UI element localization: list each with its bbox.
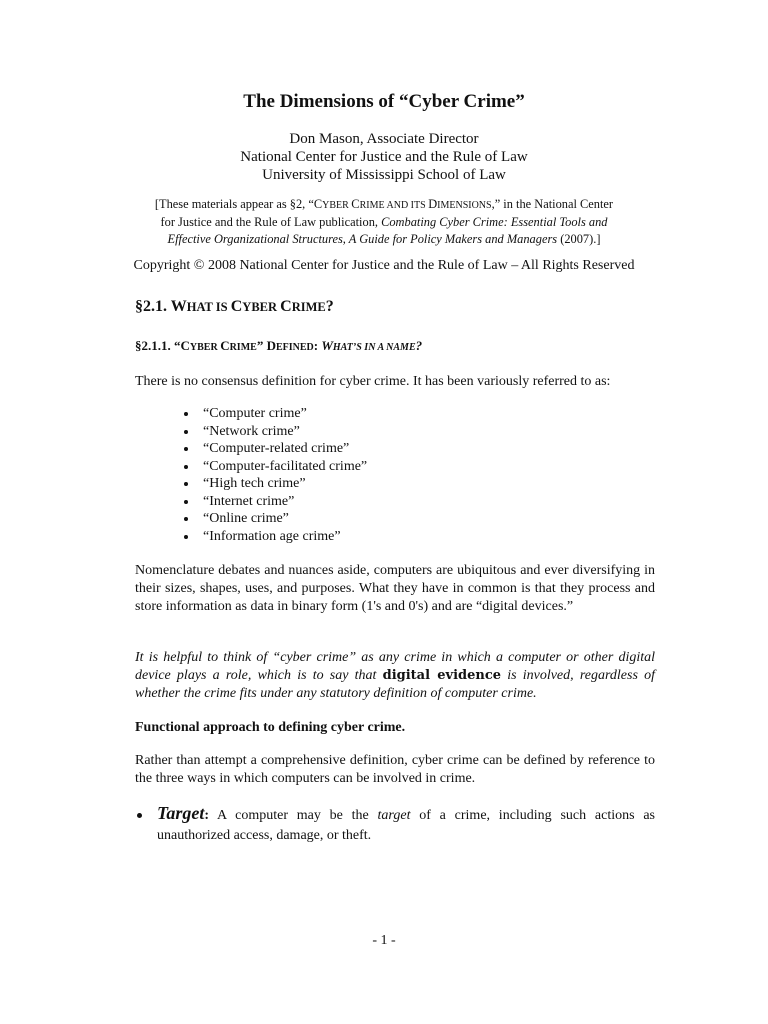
- heading-text: YBER: [242, 300, 281, 314]
- terms-list: [183, 405, 367, 545]
- paragraph-text: is involved, regardless of whether the crime fits under any statutory definition of computer crime.: [135, 668, 655, 701]
- list-item: “Network crime”: [183, 423, 367, 441]
- heading-text: HAT IS: [186, 300, 231, 314]
- heading-text: C: [220, 338, 230, 353]
- note-text: IMENSIONS: [437, 200, 492, 211]
- target-text: [157, 803, 655, 846]
- list-item: “Online crime”: [183, 510, 367, 528]
- heading-text: RIME: [291, 300, 326, 314]
- heading-text: C: [230, 298, 243, 315]
- heading-text: EFINED: [275, 342, 314, 353]
- list-item: “Computer crime”: [183, 405, 367, 423]
- heading-text: C: [180, 338, 190, 353]
- page-number: - 1 -: [372, 933, 396, 948]
- intro-paragraph: There is no consensus definition for cyber crime. It has been variously referred to as:: [135, 374, 611, 389]
- note-text: [These materials appear as §2, “: [154, 197, 314, 211]
- publication-title: Combating Cyber Crime: Essential Tools and: [381, 215, 608, 229]
- target-colon: :: [204, 808, 210, 823]
- heading-text: C: [280, 298, 292, 315]
- bullet-dot: [137, 813, 142, 818]
- target-text-post: of a crime, including such actions as unauthorized access, damage, or theft.: [157, 808, 655, 843]
- author-line: University of Mississippi School of Law: [262, 167, 506, 183]
- note-text: RIME AND ITS: [359, 200, 429, 211]
- note-text: YBER: [322, 200, 352, 211]
- note-text: for Justice and the Rule of Law publication,: [160, 215, 382, 229]
- note-text: C: [351, 197, 360, 211]
- target-term: Target: [157, 803, 205, 823]
- note-text: C: [313, 197, 323, 211]
- paragraph-functional: Rather than attempt a comprehensive definition, cyber crime can be defined by reference to the three ways in which computers can be involved in crime.: [135, 753, 655, 786]
- heading-text: ?: [325, 298, 334, 315]
- paragraph-definition: [135, 649, 655, 703]
- heading-text: W: [170, 298, 187, 315]
- paragraph-nomenclature: Nomenclature debates and nuances aside, computers are ubiquitous and ever diversifying in their sizes, shapes, uses, and purposes. What they have in common is that they process and store information as data in binary form (1's and 0's) and are “digital devices.”: [135, 563, 655, 614]
- emphasis-digital-evidence: digital evidence: [382, 668, 502, 683]
- note-text: D: [428, 197, 438, 211]
- author-line: National Center for Justice and the Rule of Law: [240, 149, 528, 165]
- author-block: [0, 130, 768, 184]
- subsection-number: §2.1.1. “: [135, 338, 181, 353]
- heading-text: YBER: [189, 342, 221, 353]
- note-line-1: [0, 196, 768, 214]
- heading-text: D: [266, 338, 276, 353]
- target-text-pre: A computer may be the: [209, 808, 378, 823]
- list-item: “Internet crime”: [183, 493, 367, 511]
- subsection-heading: [135, 337, 422, 357]
- document-title: The Dimensions of “Cyber Crime”: [243, 91, 525, 112]
- note-line-2: [0, 214, 768, 231]
- heading-text: ”: [256, 338, 267, 353]
- heading-text: RIME: [229, 342, 257, 353]
- note-text: (2007).]: [557, 232, 601, 246]
- list-item: “Computer-facilitated crime”: [183, 458, 367, 476]
- paragraph-text: It is helpful to think of “cyber crime” as any crime in which a computer or other digital device plays a role, which is to say that: [135, 650, 655, 683]
- heading-text: ?: [415, 338, 423, 353]
- publication-title: Effective Organizational Structures, A Guide for Policy Makers and Managers: [167, 232, 558, 246]
- functional-heading: Functional approach to defining cyber crime.: [135, 720, 406, 735]
- list-item: “High tech crime”: [183, 475, 367, 493]
- list-item: “Computer-related crime”: [183, 440, 367, 458]
- note-line-3: [0, 231, 768, 248]
- heading-text: :: [313, 338, 322, 353]
- section-number: §2.1.: [135, 298, 171, 315]
- target-italic: target: [377, 808, 411, 823]
- author-line: Don Mason, Associate Director: [289, 131, 479, 147]
- target-bullet: [135, 803, 655, 846]
- heading-text: W: [321, 338, 333, 353]
- note-text: ,” in the National Center: [491, 197, 614, 211]
- publication-note: [0, 196, 768, 248]
- copyright-notice: Copyright © 2008 National Center for Justice and the Rule of Law – All Rights Reserved: [133, 258, 635, 273]
- heading-text: HAT’S IN A NAME: [332, 342, 416, 353]
- list-item: “Information age crime”: [183, 528, 367, 546]
- section-heading: [135, 297, 334, 317]
